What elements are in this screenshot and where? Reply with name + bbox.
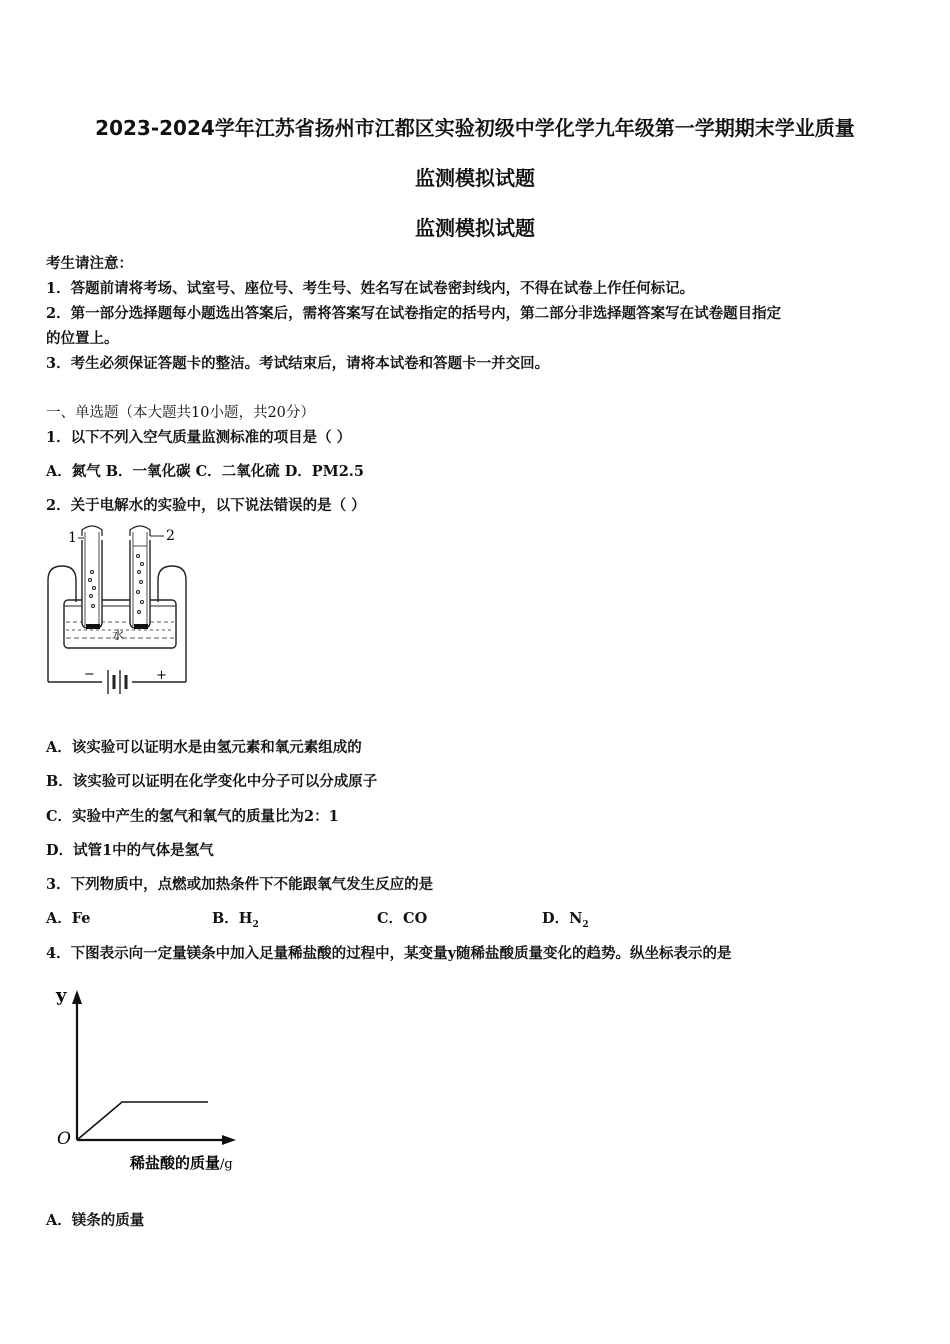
question-3-option-c: C．CO xyxy=(377,910,428,927)
question-2-option: A．该实验可以证明水是由氢元素和氧元素组成的 xyxy=(46,739,362,756)
notice-item: 的位置上。 xyxy=(46,330,119,347)
page-subtitle-repeat: 监测模拟试题 xyxy=(415,216,535,240)
trend-line xyxy=(77,1102,208,1140)
trend-graph-figure xyxy=(50,980,270,1180)
notice-item: 2．第一部分选择题每小题选出答案后，需将答案写在试卷指定的括号内，第二部分非选择题答案写在试卷题目指定 xyxy=(46,305,782,322)
question-4-stem: 4．下图表示向一定量镁条中加入足量稀盐酸的过程中，某变量y随稀盐酸质量变化的趋势。纵坐标表示的是 xyxy=(46,945,732,962)
minus-label: − xyxy=(84,667,95,682)
notice-item: 1．答题前请将考场、试室号、座位号、考生号、姓名写在试卷密封线内，不得在试卷上作任何标记。 xyxy=(46,280,695,297)
tube-1-label: 1 xyxy=(68,530,77,546)
origin-label: O xyxy=(57,1129,71,1149)
question-4-option-a: A．镁条的质量 xyxy=(46,1212,145,1229)
plus-label: + xyxy=(156,668,167,683)
question-3-stem: 3．下列物质中，点燃或加热条件下不能跟氧气发生反应的是 xyxy=(46,876,434,893)
question-2-option: C．实验中产生的氢气和氧气的质量比为2：1 xyxy=(46,808,339,825)
page-subtitle: 监测模拟试题 xyxy=(415,166,535,190)
page-title: 2023-2024学年江苏省扬州市江都区实验初级中学化学九年级第一学期期末学业质量 xyxy=(95,116,855,140)
x-axis-label: 稀盐酸的质量/g xyxy=(130,1154,233,1172)
y-axis-label: y xyxy=(56,985,67,1006)
question-1-stem: 1．以下不列入空气质量监测标准的项目是（ ） xyxy=(46,429,352,446)
question-1-options: A．氮气 B．一氧化碳 C．二氧化硫 D．PM2.5 xyxy=(46,463,364,480)
x-axis-arrow xyxy=(222,1135,236,1145)
notice-heading: 考生请注意： xyxy=(46,255,133,272)
question-3-option-a: A．Fe xyxy=(46,910,91,927)
electrolysis-apparatus-figure xyxy=(44,522,194,704)
question-2-option: D．试管1中的气体是氢气 xyxy=(46,842,214,859)
notice-item: 3．考生必须保证答题卡的整洁。考试结束后，请将本试卷和答题卡一并交回。 xyxy=(46,355,550,372)
tube-2-label: 2 xyxy=(166,528,175,544)
section-heading: 一、单选题（本大题共10小题，共20分） xyxy=(46,405,315,421)
question-3-option-d: D．$N_2$ xyxy=(542,910,589,930)
y-axis-arrow xyxy=(72,990,82,1004)
water-label: 水 xyxy=(112,628,125,642)
question-2-stem: 2．关于电解水的实验中，以下说法错误的是（ ） xyxy=(46,497,366,514)
question-2-option: B．该实验可以证明在化学变化中分子可以分成原子 xyxy=(46,773,378,790)
question-3-option-b: B．$H_2$ xyxy=(212,910,259,930)
